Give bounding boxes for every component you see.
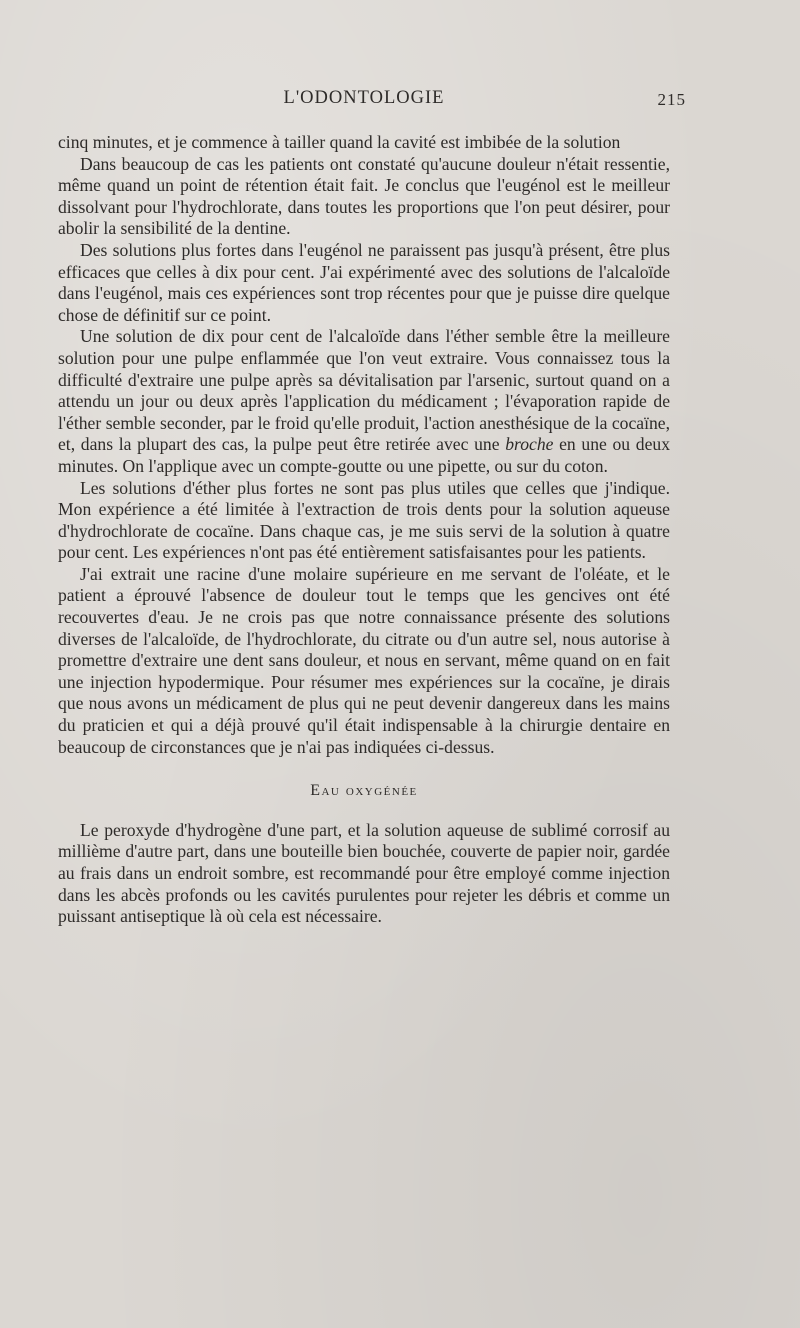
page-number: 215 — [657, 90, 686, 109]
paragraph-ether-solution — [58, 326, 670, 477]
paragraph-molar-extraction: J'ai extrait une racine d'une molaire supérieure en me servant de l'oléate, et le patient a éprouvé l'absence de douleur tout le temps que les gencives ont été recouvertes d'eau. Je ne crois pas que notre connaissance présente des solutions diverses de l'alcaloïde, de l'hydrochlorate, du citrate ou d'un autre sel, nous autorise à promettre d'extraire une dent sans douleur, et nous en servant, même quand on en fait une injection hypodermique. Pour résumer mes expériences sur la cocaïne, je dirais que nous avons un médicament de plus qui ne peut devenir dangereux dans les mains du praticien et qui a déjà prouvé qu'il était indispensable à la chirurgie dentaire en beaucoup de circonstances que je n'ai pas indiquées ci-dessus. — [58, 563, 670, 757]
paragraph-stronger-ether: Les solutions d'éther plus fortes ne sont pas plus utiles que celles que j'indique. Mon expérience a été limitée à l'extraction de trois dents pour la solution aqueuse d'hydrochlorate de cocaïne. Dans chaque cas, je me suis servi de la solution à quatre pour cent. Les expériences n'ont pas été entièrement satisfaisantes pour les patients. — [58, 477, 670, 563]
ether-paragraph-tail: en une ou deux minutes. On l'applique avec un compte-goutte ou une pipette, ou sur du coton. — [58, 434, 670, 476]
running-title: L'ODONTOLOGIE — [283, 88, 445, 108]
paragraph-eugenol-solutions: Des solutions plus fortes dans l'eugénol ne paraissent pas jusqu'à présent, être plus efficaces que celles à dix pour cent. J'ai expérimenté avec des solutions de l'alcaloïde dans l'eugénol, mais ces expériences sont trop récentes pour que je puisse dire quelque chose de définitif sur ce point. — [58, 239, 670, 325]
paragraph-dentine-sensitivity: Dans beaucoup de cas les patients ont constaté qu'aucune douleur n'était ressentie, même quand un point de rétention était fait. Je conclus que l'eugénol est le meilleur dissolvant pour l'hydrochlorate, dans toutes les proportions que l'on peut désirer, pour abolir la sensibilité de la dentine. — [58, 153, 670, 239]
body-text — [58, 132, 670, 928]
paragraph-continuation: cinq minutes, et je commence à tailler quand la cavité est imbibée de la solution — [58, 132, 621, 152]
section-heading: Eau oxygénée — [310, 782, 418, 800]
paragraph-hydrogen-peroxide: Le peroxyde d'hydrogène d'une part, et la solution aqueuse de sublimé corrosif au millième d'autre part, dans une bouteille bien bouchée, couverte de papier noir, gardée au frais dans un endroit sombre, est recommandé pour être employé comme injection dans les abcès profonds ou les cavités purulentes pour rejeter les débris et comme un puissant antiseptique là où cela est nécessaire. — [58, 819, 670, 927]
running-head — [58, 88, 686, 116]
ether-paragraph-text: Une solution de dix pour cent de l'alcaloïde dans l'éther semble être la meilleure solution pour une pulpe enflammée que l'on veut extraire. Vous connaissez tous la difficulté d'extraire une pulpe après sa dévitalisation par l'arsenic, surtout quand on a attendu un jour ou deux après l'application du médicament ; l'évaporation rapide de l'éther semble seconder, par le froid qu'elle produit, l'action anesthésique de la cocaïne, et, dans la plupart des cas, la pulpe peut être retirée avec une — [58, 326, 670, 455]
italic-broche: broche — [505, 434, 554, 455]
